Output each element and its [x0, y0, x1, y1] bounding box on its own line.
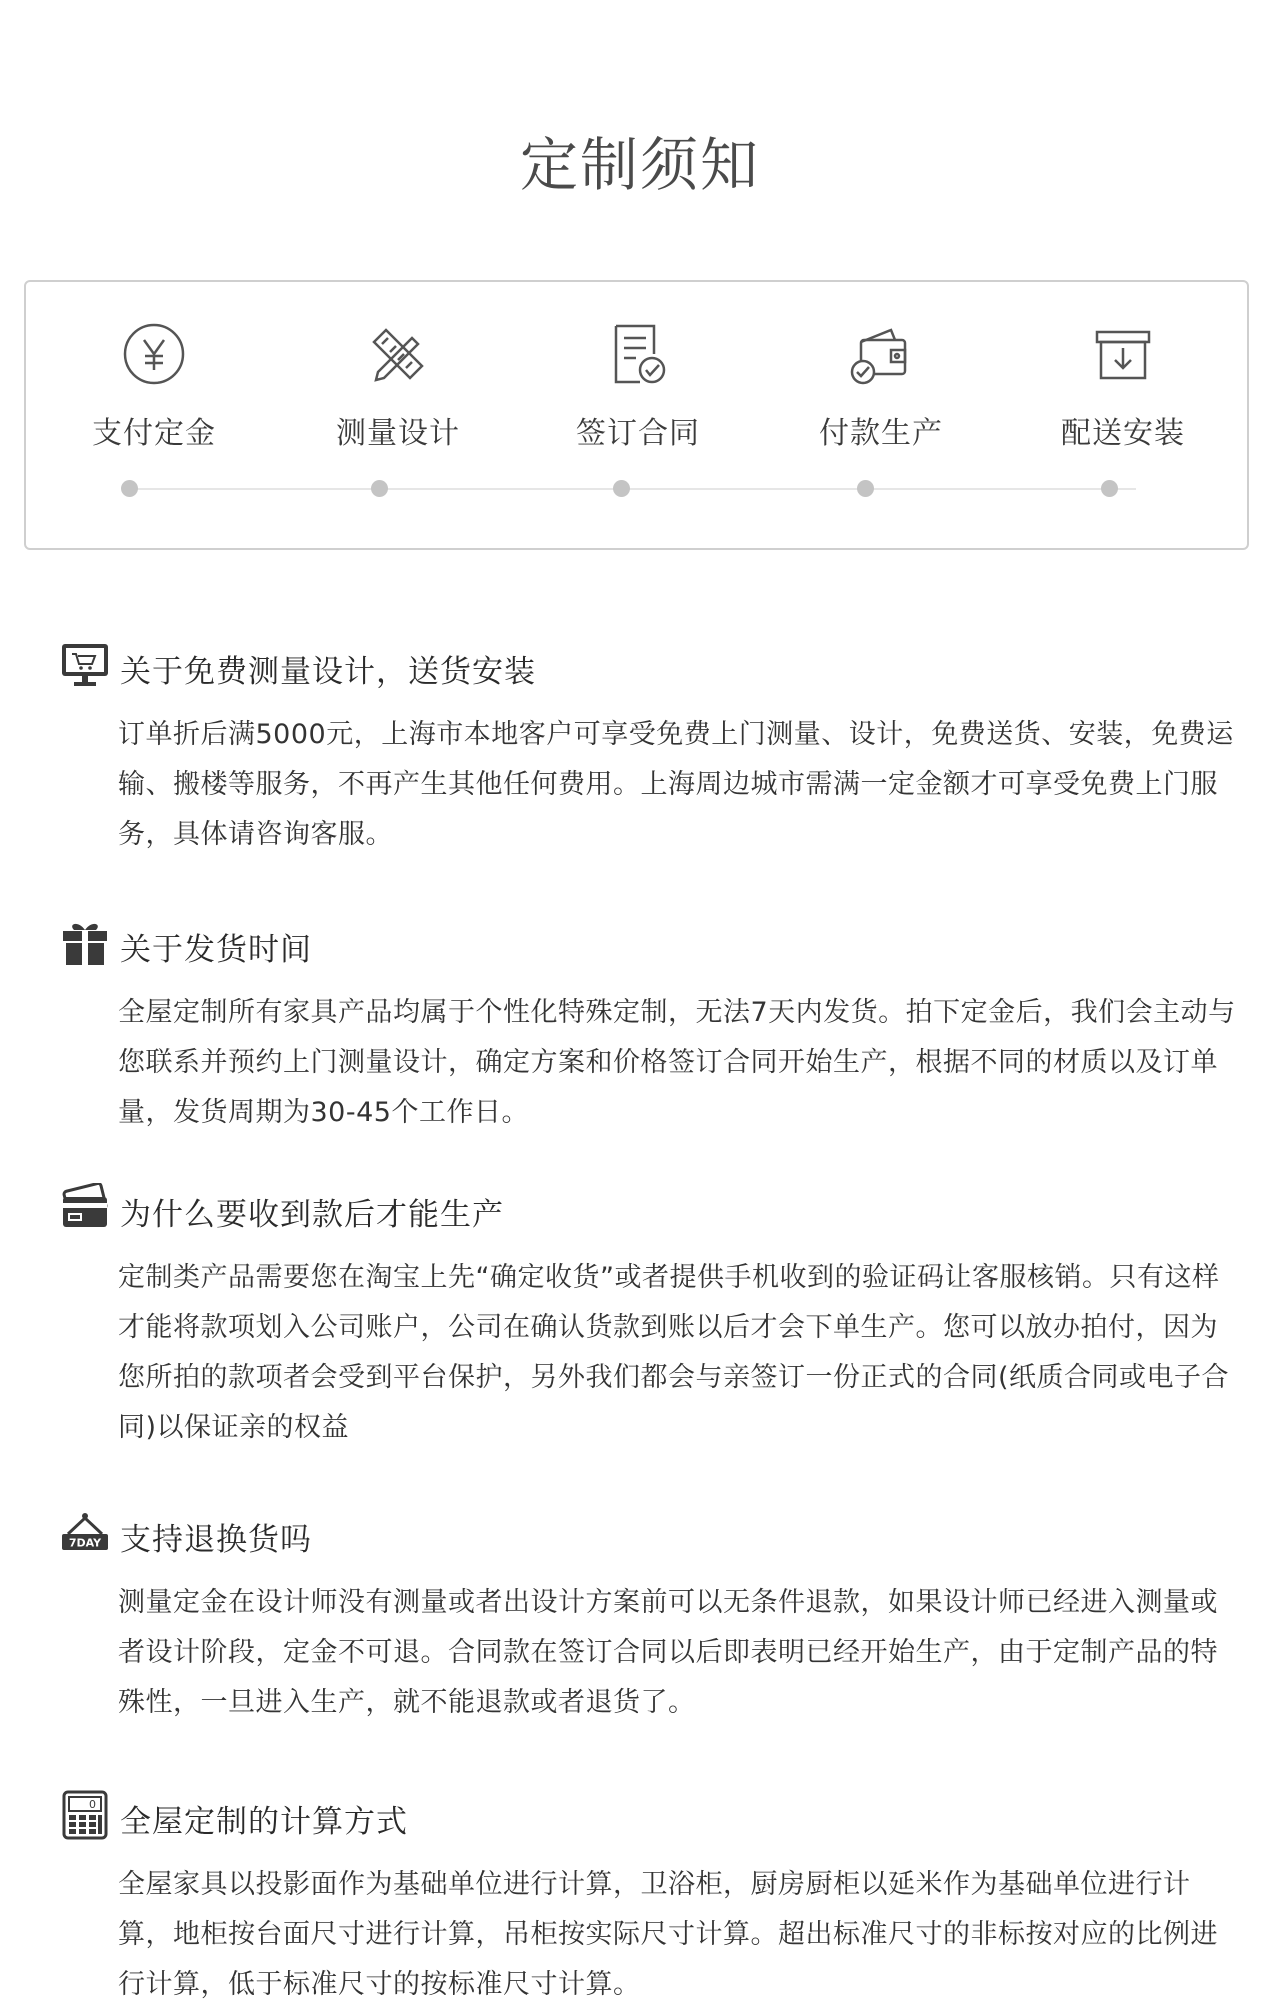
step-label: 付款生产 [819, 416, 943, 451]
timeline-dot [1101, 480, 1118, 497]
section-title: 为什么要收到款后才能生产 [120, 1197, 504, 1233]
timeline-dot [371, 480, 388, 497]
yuan-coin-icon [120, 320, 188, 388]
section-title: 关于免费测量设计，送货安装 [120, 654, 536, 690]
step-measure-design [308, 282, 488, 550]
section-body: 全屋家具以投影面作为基础单位进行计算，卫浴柜，厨房厨柜以延米作为基础单位进行计算，地柜按台面尺寸进行计算，吊柜按实际尺寸计算。超出标准尺寸的非标按对应的比例进行计算，低于标准尺寸的按标准尺寸计算。 [118, 1869, 1218, 2000]
delivery-box-icon [1089, 320, 1157, 388]
step-pay-deposit [64, 282, 244, 550]
timeline-dot [613, 480, 630, 497]
step-delivery-install [1033, 282, 1213, 550]
step-label: 测量设计 [336, 416, 460, 451]
calculator-icon [60, 1790, 110, 1840]
section-body: 订单折后满5000元，上海市本地客户可享受免费上门测量、设计，免费送货、安装，免费运输、搬楼等服务，不再产生其他任何费用。上海周边城市需满一定金额才可享受免费上门服务，具体请咨询客服。 [118, 719, 1234, 850]
gift-box-icon [60, 918, 110, 968]
process-steps-panel [24, 280, 1249, 550]
step-label: 支付定金 [92, 416, 216, 451]
timeline-dot [121, 480, 138, 497]
section-body: 全屋定制所有家具产品均属于个性化特殊定制，无法7天内发货。拍下定金后，我们会主动与您联系并预约上门测量设计，确定方案和价格签订合同开始生产，根据不同的材质以及订单量，发货周期为30-45个工作日。 [118, 997, 1236, 1128]
step-label: 配送安装 [1061, 416, 1185, 451]
svg-text:0: 0 [89, 1798, 96, 1811]
section-title: 支持退换货吗 [120, 1522, 312, 1558]
contract-check-icon [604, 320, 672, 388]
seven-day-tag-icon [60, 1508, 110, 1558]
section-body: 定制类产品需要您在淘宝上先“确定收货”或者提供手机收到的验证码让客服核销。只有这样才能将款项划入公司账户，公司在确认货款到账以后才会下单生产。您可以放办拍付，因为您所拍的款项者会受到平台保护，另外我们都会与亲签订一份正式的合同(纸质合同或电子合同)以保证亲的权益 [118, 1262, 1230, 1443]
step-sign-contract [548, 282, 728, 550]
section-title: 关于发货时间 [120, 932, 312, 968]
section-body: 测量定金在设计师没有测量或者出设计方案前可以无条件退款，如果设计师已经进入测量或者设计阶段，定金不可退。合同款在签订合同以后即表明已经开始生产，由于定制产品的特殊性，一旦进入生产，就不能退款或者退货了。 [118, 1587, 1218, 1718]
credit-card-icon [60, 1183, 110, 1233]
step-payment-production [791, 282, 971, 550]
monitor-cart-icon [60, 640, 110, 690]
svg-text:7DAY: 7DAY [68, 1536, 102, 1550]
timeline-dot [857, 480, 874, 497]
wallet-check-icon [847, 320, 915, 388]
ruler-pencil-icon [364, 320, 432, 388]
step-label: 签订合同 [576, 416, 700, 451]
section-title: 全屋定制的计算方式 [120, 1804, 408, 1840]
page-title: 定制须知 [519, 131, 760, 199]
